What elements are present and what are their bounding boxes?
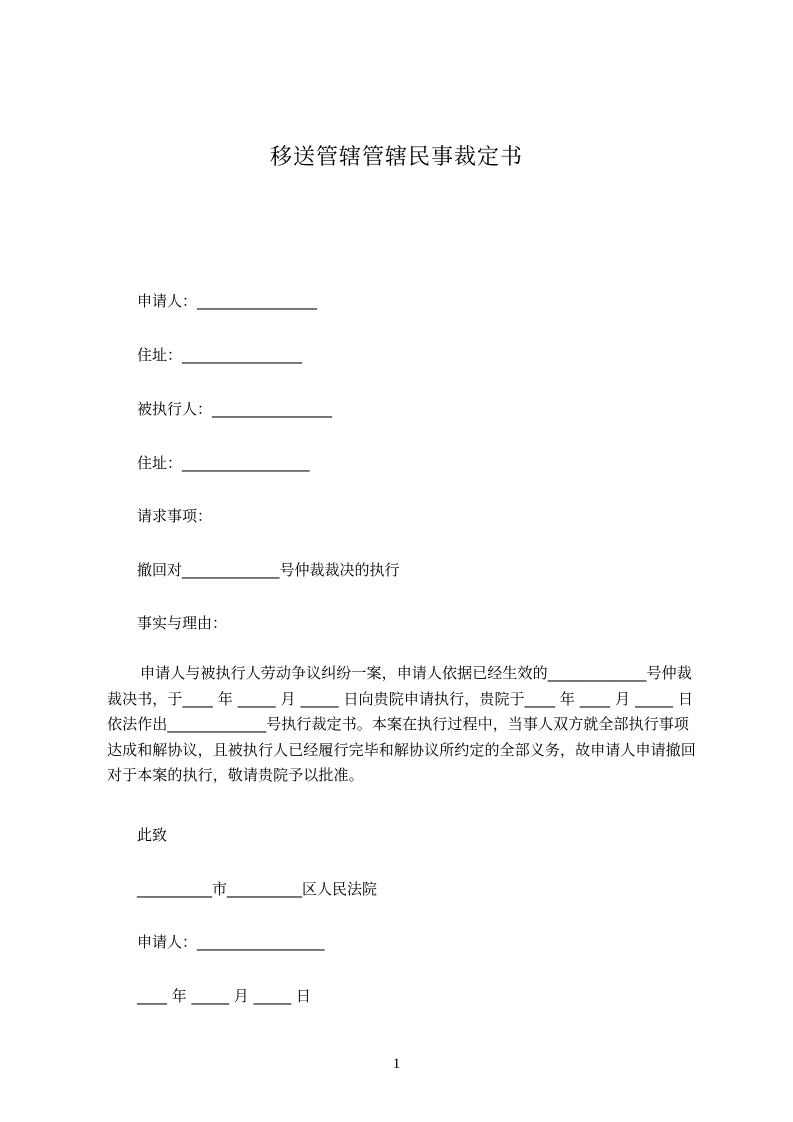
facts-body: 申请人与被执行人劳动争议纠纷一案，申请人依据已经生效的_____________号仲裁裁决书，于____ 年 _____ 月 _____ 日向贵院申请执行，贵院于____ 年 ____ 月 _____ 日依法作出_____________号执行裁定书。本案在执行过程中，当事人双方就全部执行事项达成和解协议，且被执行人已经履行完毕和解协议所约定的全部义务，故申请人申请撤回对于本案的执行，敬请贵院予以批准。: [107, 664, 696, 784]
document-title: 移送管辖管辖民事裁定书: [269, 145, 523, 170]
respondent-line: 被执行人：________________: [137, 400, 333, 418]
request-heading: 请求事项：: [137, 507, 213, 525]
respondent-address-line: 住址：_________________: [137, 454, 310, 472]
applicant-line: 申请人：________________: [137, 292, 318, 310]
facts-heading: 事实与理由：: [137, 614, 228, 632]
date-line: ____ 年 _____ 月 _____ 日: [137, 987, 311, 1005]
applicant-address-line: 住址：________________: [137, 346, 303, 364]
salutation: 此致: [137, 826, 168, 844]
page-number: 1: [392, 1056, 401, 1072]
signature-line: 申请人：_________________: [137, 933, 325, 951]
request-content: 撤回对_____________号仲裁裁决的执行: [137, 561, 400, 579]
court-line: __________市__________区人民法院: [137, 880, 378, 898]
